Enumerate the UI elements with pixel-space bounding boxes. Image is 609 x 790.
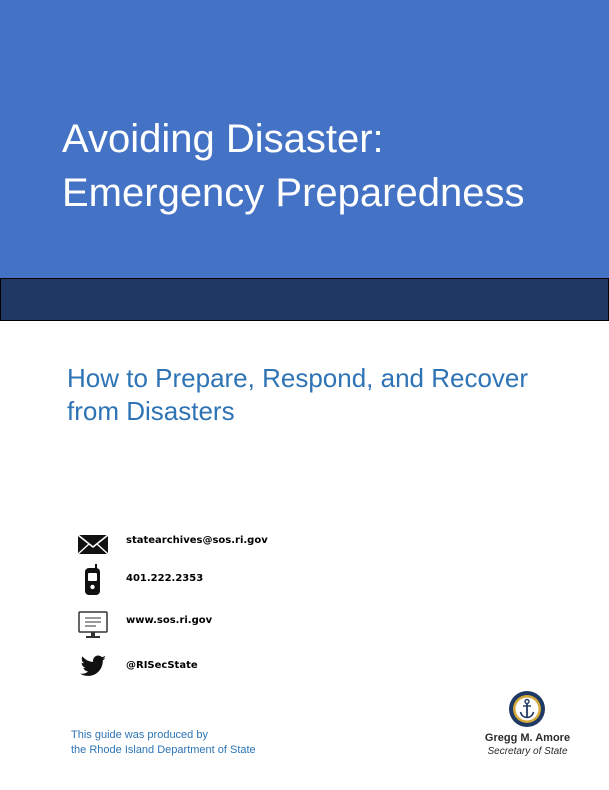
secretary-name: Gregg M. Amore bbox=[484, 732, 571, 744]
secretary-title: Secretary of State bbox=[487, 746, 568, 757]
computer-monitor-icon bbox=[76, 608, 110, 642]
cover-hero-banner bbox=[0, 0, 609, 278]
phone-number[interactable]: 401.222.2353 bbox=[126, 573, 204, 584]
anchor-seal-icon bbox=[508, 690, 546, 728]
envelope-icon bbox=[76, 527, 110, 561]
contact-twitter bbox=[0, 650, 360, 684]
document-subtitle: How to Prepare, Respond, and Recover from Disasters bbox=[67, 363, 529, 426]
production-note-line-2: the Rhode Island Department of State bbox=[71, 744, 256, 756]
mobile-phone-icon bbox=[76, 563, 110, 597]
production-note bbox=[71, 728, 371, 758]
website-link[interactable]: www.sos.ri.gov bbox=[126, 615, 213, 626]
contact-website bbox=[0, 608, 360, 642]
twitter-handle[interactable]: @RISecState bbox=[126, 660, 198, 671]
email-link[interactable]: statearchives@sos.ri.gov bbox=[126, 535, 268, 546]
cover-dark-band bbox=[0, 278, 609, 321]
twitter-bird-icon bbox=[76, 650, 110, 684]
contact-phone bbox=[0, 563, 360, 597]
production-note-line-1: This guide was produced by bbox=[71, 729, 208, 741]
document-title: Avoiding Disaster: Emergency Preparedness bbox=[62, 117, 525, 215]
secretary-signature bbox=[470, 731, 585, 758]
contact-email bbox=[0, 527, 360, 561]
